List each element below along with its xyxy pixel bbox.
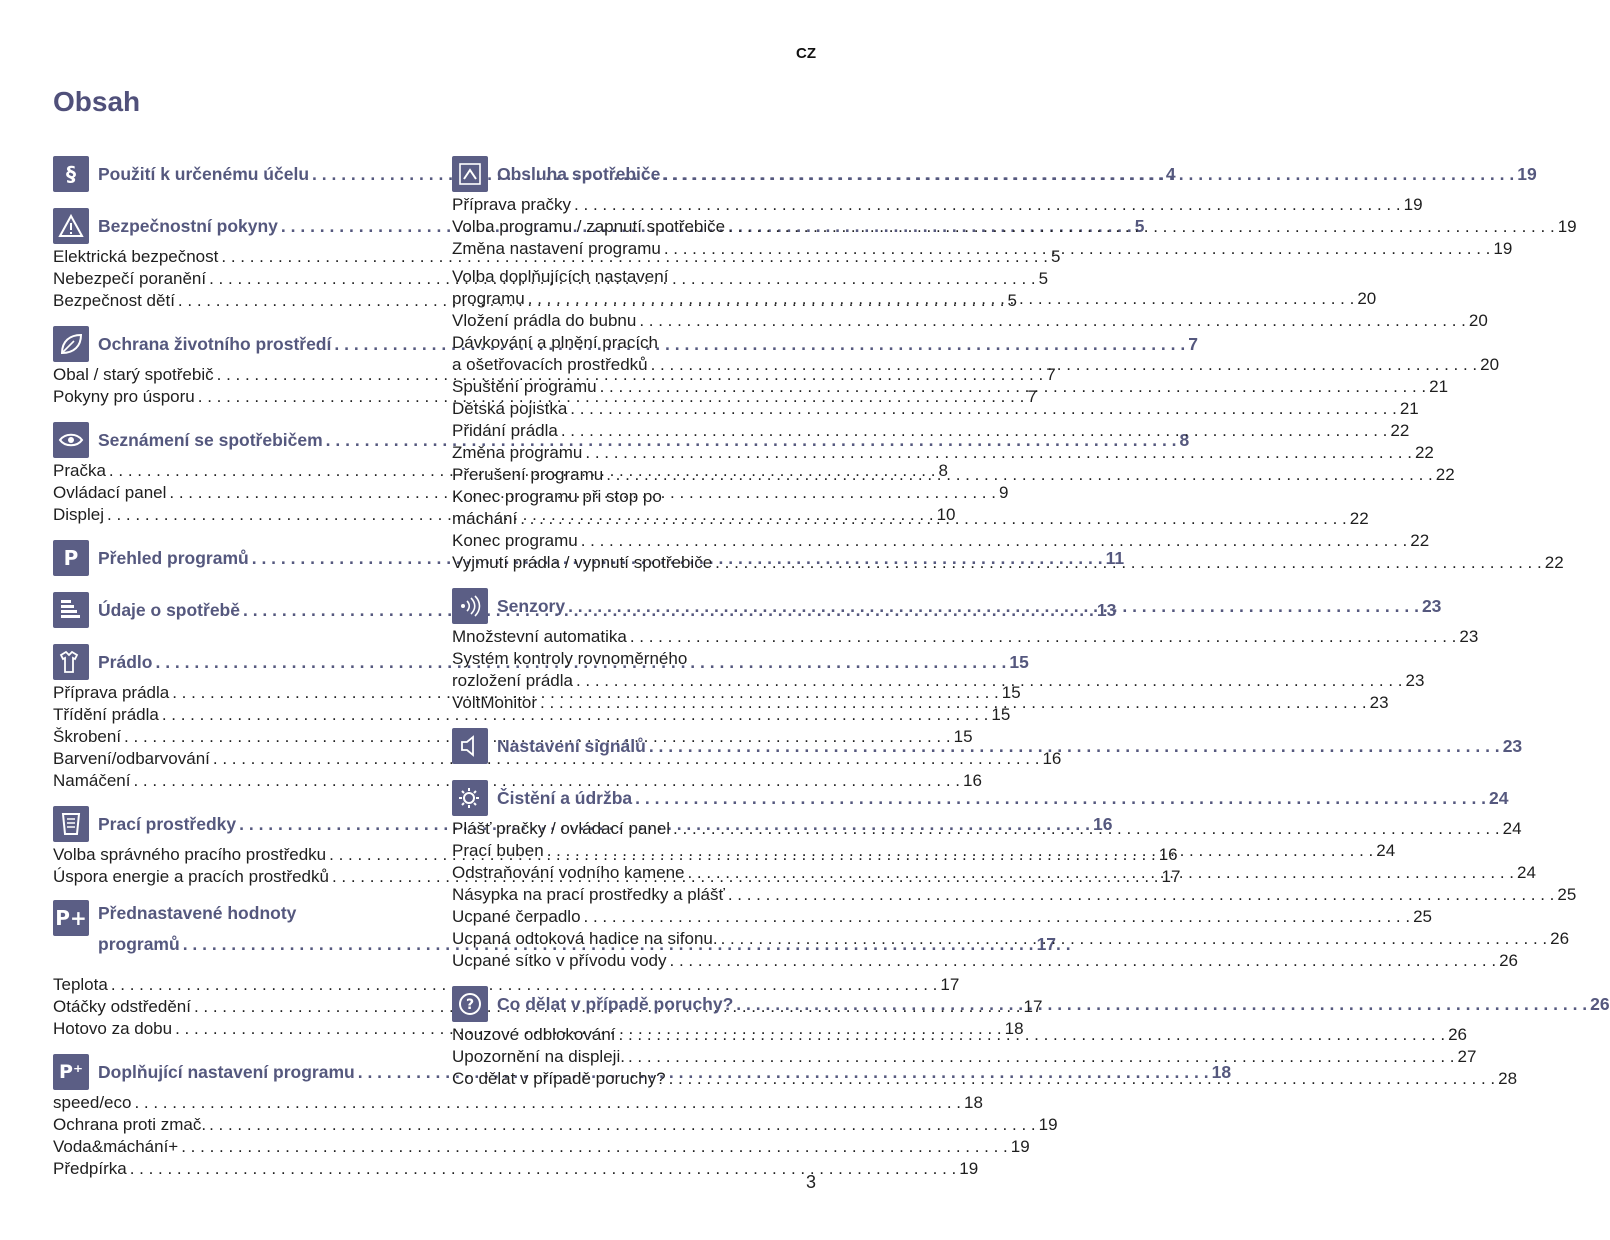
- entry-text: Elektrická bezpečnost: [53, 247, 219, 266]
- speaker-icon: [452, 728, 488, 764]
- entry-page: 5: [1038, 269, 1049, 288]
- toc-entry[interactable]: [53, 974, 960, 996]
- entry-page: 22: [1349, 509, 1369, 528]
- entry-text-cont: programu: [452, 289, 525, 308]
- entry-page: 20: [1468, 311, 1488, 330]
- section-entries: [53, 1092, 1058, 1180]
- entry-page: 23: [1405, 671, 1425, 690]
- entry-text-cont: a ošetřovacích prostředků: [452, 355, 648, 374]
- section-title-wrap: [497, 788, 1509, 809]
- section-page: 11: [1105, 547, 1125, 568]
- entry-text: Změna nastavení programu: [452, 239, 661, 258]
- entry-text: Hotovo za dobu: [53, 1019, 173, 1038]
- section-spacer: [53, 888, 413, 894]
- leader-dots: [721, 928, 1548, 950]
- toc-entry[interactable]: [452, 332, 1500, 376]
- entry-text: Volba správného pracího prostředku: [53, 845, 327, 864]
- entry-row: [452, 530, 1430, 552]
- toc-entry[interactable]: [452, 266, 1377, 310]
- entry-row: [452, 670, 1425, 692]
- entry-page: 16: [963, 771, 982, 790]
- section-title: Co dělat v případě poruchy?: [497, 993, 734, 1014]
- entry-page: 15: [1001, 683, 1021, 702]
- entry-text: Obal / starý spotřebič: [53, 365, 214, 384]
- section-spacer: [53, 1180, 413, 1186]
- section-page: 23: [1502, 735, 1523, 756]
- entry-page: 27: [1457, 1047, 1477, 1066]
- eye-p-icon: P: [53, 540, 89, 576]
- entry-text: Předpírka: [53, 1159, 127, 1178]
- entry-page: 7: [1046, 365, 1056, 384]
- gear-cleaning-icon: [452, 780, 488, 816]
- toc-entry[interactable]: [452, 216, 1577, 238]
- page-number: 3: [805, 1172, 816, 1192]
- warning-triangle-icon: [53, 208, 89, 244]
- toc-entry[interactable]: [452, 950, 1518, 972]
- section-spacer: [53, 312, 413, 318]
- toc-entry[interactable]: [452, 194, 1423, 216]
- entry-text: Změna programu: [452, 443, 583, 462]
- leader-dots: [568, 596, 1419, 617]
- leader-dots: [209, 1114, 1036, 1136]
- section-spacer: [53, 792, 413, 798]
- leader-dots: [561, 420, 1388, 442]
- entry-row: [53, 1136, 1030, 1158]
- entry-row: [452, 238, 1513, 260]
- leader-dots: [600, 376, 1427, 398]
- entry-page: 9: [998, 483, 1009, 502]
- laundry-icon: [53, 644, 89, 680]
- leader-dots: [664, 238, 1491, 260]
- eye-icon: [53, 422, 89, 458]
- toc-entry[interactable]: [53, 1158, 979, 1180]
- section-title: Seznámení se spotřebičem: [98, 429, 323, 450]
- section-title: Nastavení signálů: [497, 735, 646, 756]
- entry-page: 19: [959, 1159, 979, 1178]
- section-page: 8: [1179, 429, 1190, 450]
- entry-text: Co dělat v případě poruchy?: [452, 1069, 666, 1088]
- section-page: 15: [1009, 651, 1029, 672]
- entry-row: [452, 884, 1577, 906]
- entry-text: Displej: [53, 505, 105, 524]
- leader-dots: [540, 692, 1367, 714]
- entry-row: [452, 420, 1410, 442]
- entry-page: 5: [1050, 247, 1061, 266]
- leader-dots: [669, 1068, 1496, 1090]
- toc-entry[interactable]: [452, 310, 1488, 332]
- entry-text: Vložení prádla do bubnu: [452, 311, 637, 330]
- entry-text-cont: rozložení prádla: [452, 671, 573, 690]
- section-title: Prací prostředky: [98, 813, 237, 834]
- entry-text: VoltMonitor: [452, 693, 538, 712]
- entry-page: 26: [1499, 951, 1518, 970]
- entry-text: Násypka na prací prostředky a plášť: [452, 885, 725, 904]
- entry-page: 19: [1038, 1115, 1058, 1134]
- entry-text: Barvení/odbarvování: [53, 749, 210, 768]
- entry-text: Volba doplňujících nastavení: [452, 267, 669, 286]
- toc-entry[interactable]: [53, 1136, 1030, 1158]
- leader-dots: [574, 194, 1401, 216]
- p-plus-icon: P+: [53, 900, 89, 936]
- entry-text: speed/eco: [53, 1093, 132, 1112]
- section-spacer: [452, 714, 814, 720]
- entry-row: [53, 1092, 983, 1114]
- section-title: Bezpečnostní pokyny: [98, 215, 278, 236]
- leader-dots: [619, 1024, 1446, 1046]
- section-page: 24: [1489, 787, 1509, 808]
- entry-text: Příprava pračky: [452, 195, 572, 214]
- entry-page: 20: [1480, 355, 1500, 374]
- leader-dots: [673, 818, 1500, 840]
- svg-text:?: ?: [465, 997, 475, 1013]
- entry-row: [452, 376, 1449, 398]
- question-icon: [452, 986, 488, 1022]
- toc-entry[interactable]: [452, 238, 1513, 260]
- leader-dots: [547, 840, 1374, 862]
- section-title-row: [497, 596, 1441, 617]
- leader-dots: [649, 736, 1500, 757]
- page-title: Obsah: [53, 86, 141, 117]
- section-spacer: [452, 766, 814, 772]
- entry-row: [452, 194, 1423, 216]
- entry-text: Ucpané čerpadlo: [452, 907, 581, 926]
- entry-text: Vyjmutí prádla / vypnutí spotřebiče: [452, 553, 713, 572]
- leader-dots: [606, 464, 1433, 486]
- entry-text: Voda&máchání+: [53, 1137, 179, 1156]
- energy-label-icon: [53, 592, 89, 628]
- section-title: Čistění a údržba: [497, 787, 633, 808]
- entry-page: 19: [1557, 217, 1577, 236]
- hand-operation-icon: [452, 156, 488, 192]
- section-page: 7: [1188, 333, 1198, 354]
- entry-page: 23: [1459, 627, 1479, 646]
- section-spacer: [53, 578, 413, 584]
- entry-text: Bezpečnost dětí: [53, 291, 175, 310]
- entry-page: 19: [1010, 1137, 1030, 1156]
- entry-page: 17: [940, 975, 960, 994]
- entry-text: Nebezpečí poranění: [53, 269, 207, 288]
- entry-text: Příprava prádla: [53, 683, 170, 702]
- section-title: Přehled programů: [98, 547, 249, 568]
- section-page: 4: [1165, 163, 1176, 184]
- section-title: Přednastavené hodnoty: [98, 903, 297, 923]
- entry-page: 25: [1413, 907, 1433, 926]
- leader-dots: [630, 626, 1457, 648]
- leader-dots: [130, 1158, 957, 1180]
- section-title-row: [497, 736, 1522, 757]
- leader-dots: [181, 1136, 1008, 1158]
- entry-page: 7: [1027, 387, 1037, 406]
- p-plus-small-icon: P⁺: [53, 1054, 89, 1090]
- leader-dots: [628, 1046, 1455, 1068]
- entry-text: Prací buben: [452, 841, 544, 860]
- leader-dots: [728, 216, 1555, 238]
- entry-text-cont: máchání: [452, 509, 518, 528]
- entry-page: 19: [1493, 239, 1513, 258]
- entry-page: 25: [1557, 885, 1577, 904]
- entry-page: 24: [1502, 819, 1522, 838]
- toc-entry[interactable]: [53, 770, 982, 792]
- entry-page: 15: [953, 727, 973, 746]
- section-title-row: [497, 164, 1537, 185]
- toc-entry[interactable]: [452, 1046, 1477, 1068]
- section-title-wrap: [497, 736, 1522, 757]
- entry-text: Spuštění programu: [452, 377, 597, 396]
- leader-dots: [585, 442, 1412, 464]
- entry-page: 22: [1435, 465, 1455, 484]
- section-heading[interactable]: [452, 154, 1537, 194]
- entry-text: Teplota: [53, 975, 108, 994]
- toc-entry[interactable]: [452, 884, 1577, 906]
- leader-dots: [528, 288, 1355, 310]
- toc-entry[interactable]: [53, 1114, 1058, 1136]
- entry-text: Odstraňování vodního kamene: [452, 863, 685, 882]
- section-page: 26: [1590, 993, 1610, 1014]
- toc-entry[interactable]: [452, 420, 1410, 442]
- entry-row: [452, 310, 1488, 332]
- toc-entry[interactable]: [452, 906, 1433, 928]
- section-page: 23: [1421, 595, 1442, 616]
- section-title-wrap: [497, 164, 1537, 185]
- toc-entry[interactable]: [53, 704, 1011, 726]
- toc-entry[interactable]: [452, 442, 1434, 464]
- toc-entry[interactable]: [452, 530, 1430, 552]
- entry-text: Konec programu: [452, 531, 578, 550]
- entry-text: Ucpaná odtoková hadice na sifonu.: [452, 929, 718, 948]
- entry-page: 24: [1517, 863, 1536, 882]
- entry-page: 18: [964, 1093, 983, 1112]
- entry-row: [452, 950, 1518, 972]
- entry-row: [452, 626, 1479, 648]
- toc-entry[interactable]: [452, 376, 1449, 398]
- section-title-row: [497, 994, 1610, 1015]
- entry-text: Volba programu / zapnutí spotřebiče: [452, 217, 726, 236]
- section-page: 13: [1096, 599, 1117, 620]
- entry-text: Systém kontroly rovnoměrného: [452, 649, 688, 668]
- leader-dots: [651, 354, 1478, 376]
- section-spacer: [53, 194, 413, 200]
- leader-dots: [663, 164, 1514, 185]
- section-spacer: [53, 526, 413, 532]
- entry-page: 18: [1004, 1019, 1024, 1038]
- leader-dots: [687, 862, 1514, 884]
- leaf-icon: [53, 326, 89, 362]
- section-spacer: [53, 630, 413, 636]
- section-title: Doplňující nastavení programu: [98, 1061, 355, 1082]
- entry-text: Ochrana proti zmač.: [53, 1115, 207, 1134]
- leader-dots: [570, 398, 1397, 420]
- entry-page: 8: [938, 461, 948, 480]
- entry-page: 21: [1399, 399, 1419, 418]
- leader-dots: [520, 508, 1347, 530]
- leader-dots: [581, 530, 1408, 552]
- leader-dots: [635, 788, 1486, 809]
- toc-entry[interactable]: [452, 398, 1419, 420]
- entry-row: [452, 216, 1577, 238]
- entry-row: [53, 770, 982, 792]
- section-spacer: [53, 1040, 413, 1046]
- section-title: Senzory: [497, 595, 566, 616]
- entry-text: Pokyny pro úsporu: [53, 387, 195, 406]
- entry-page: 15: [991, 705, 1011, 724]
- section-page: 5: [1134, 215, 1145, 236]
- entry-text: Ucpané sítko v přívodu vody: [452, 951, 667, 970]
- entry-text: Otáčky odstředění: [53, 997, 191, 1016]
- entry-text: Dětská pojistka: [452, 399, 568, 418]
- section-title: Údaje o spotřebě: [98, 599, 240, 620]
- entry-page: 5: [1007, 291, 1017, 310]
- entry-text: Konec programu při stop po: [452, 487, 662, 506]
- entry-row: [452, 398, 1419, 420]
- entry-row: [452, 464, 1455, 486]
- entry-text: Přerušení programu: [452, 465, 604, 484]
- section-page: 18: [1211, 1061, 1232, 1082]
- section-title: Ochrana životního prostředí: [98, 333, 332, 354]
- entry-page: 26: [1550, 929, 1570, 948]
- entry-row: [452, 288, 1377, 310]
- entry-page: 28: [1498, 1069, 1518, 1088]
- leader-dots: [576, 670, 1403, 692]
- leader-dots: [715, 552, 1542, 574]
- entry-page: 16: [1042, 749, 1062, 768]
- entry-text: Úspora energie a pracích prostředků: [53, 867, 329, 886]
- entry-row: [53, 1114, 1058, 1136]
- toc-entry[interactable]: [452, 626, 1479, 648]
- entry-text: Nouzové odblokování: [452, 1025, 616, 1044]
- entry-row: [53, 974, 960, 996]
- paragraph-hand-icon: §: [53, 156, 89, 192]
- entry-text: Přidání prádla: [452, 421, 558, 440]
- entry-page: 22: [1390, 421, 1410, 440]
- entry-text: Třídění prádla: [53, 705, 159, 724]
- section-title: Použití k určenému účelu: [98, 163, 310, 184]
- entry-text: Dávkování a plnění pracích: [452, 333, 659, 352]
- section-spacer: [452, 574, 814, 580]
- language-code: CZ: [796, 45, 816, 62]
- entry-row: [53, 704, 1011, 726]
- entry-page: 17: [1023, 997, 1043, 1016]
- entry-row: [452, 442, 1434, 464]
- leader-dots: [639, 310, 1466, 332]
- leader-dots: [736, 994, 1587, 1015]
- entry-text: Namáčení: [53, 771, 131, 790]
- entry-page: 22: [1414, 443, 1434, 462]
- sensor-waves-icon: [452, 588, 488, 624]
- entry-row: [452, 1046, 1477, 1068]
- toc-entry[interactable]: [53, 748, 1062, 770]
- entry-row: [53, 748, 1062, 770]
- entry-text: Ovládací panel: [53, 483, 167, 502]
- section-title-wrap: [497, 596, 1441, 617]
- section-title-cont: programů: [98, 934, 180, 954]
- entry-page: 10: [936, 505, 956, 524]
- entry-page: 21: [1429, 377, 1449, 396]
- toc-entry[interactable]: [452, 464, 1455, 486]
- section-spacer: [53, 408, 413, 414]
- detergent-icon: [53, 806, 89, 842]
- entry-text: Pračka: [53, 461, 106, 480]
- section-spacer: [452, 972, 814, 978]
- entry-page: 26: [1448, 1025, 1467, 1044]
- toc-entry[interactable]: [53, 1092, 983, 1114]
- entry-text: Plášť pračky / ovládací panel: [452, 819, 671, 838]
- entry-page: 20: [1357, 289, 1377, 308]
- entry-page: 23: [1369, 693, 1389, 712]
- entry-text: Množstevní automatika: [452, 627, 627, 646]
- entry-page: 16: [1158, 845, 1178, 864]
- leader-dots: [670, 950, 1497, 972]
- section-title-wrap: [497, 994, 1610, 1015]
- section-page: 16: [1093, 813, 1113, 834]
- entry-page: 24: [1376, 841, 1396, 860]
- section-title: Prádlo: [98, 651, 153, 672]
- section-title-row: [497, 788, 1509, 809]
- section-page: 19: [1517, 163, 1537, 184]
- section-title: Obsluha spotřebiče: [497, 163, 661, 184]
- entry-row: [53, 1158, 979, 1180]
- entry-page: 19: [1403, 195, 1423, 214]
- entry-text: Upozornění na displeji.: [452, 1047, 625, 1066]
- entry-page: 22: [1544, 553, 1564, 572]
- leader-dots: [728, 884, 1555, 906]
- section-spacer: [452, 1090, 814, 1096]
- entry-row: [452, 354, 1500, 376]
- entry-text: Škrobení: [53, 727, 122, 746]
- leader-dots: [584, 906, 1411, 928]
- entry-page: 17: [1161, 867, 1181, 886]
- entry-page: 22: [1410, 531, 1430, 550]
- entry-row: [452, 906, 1433, 928]
- section-page: 17. .: [1036, 934, 1071, 954]
